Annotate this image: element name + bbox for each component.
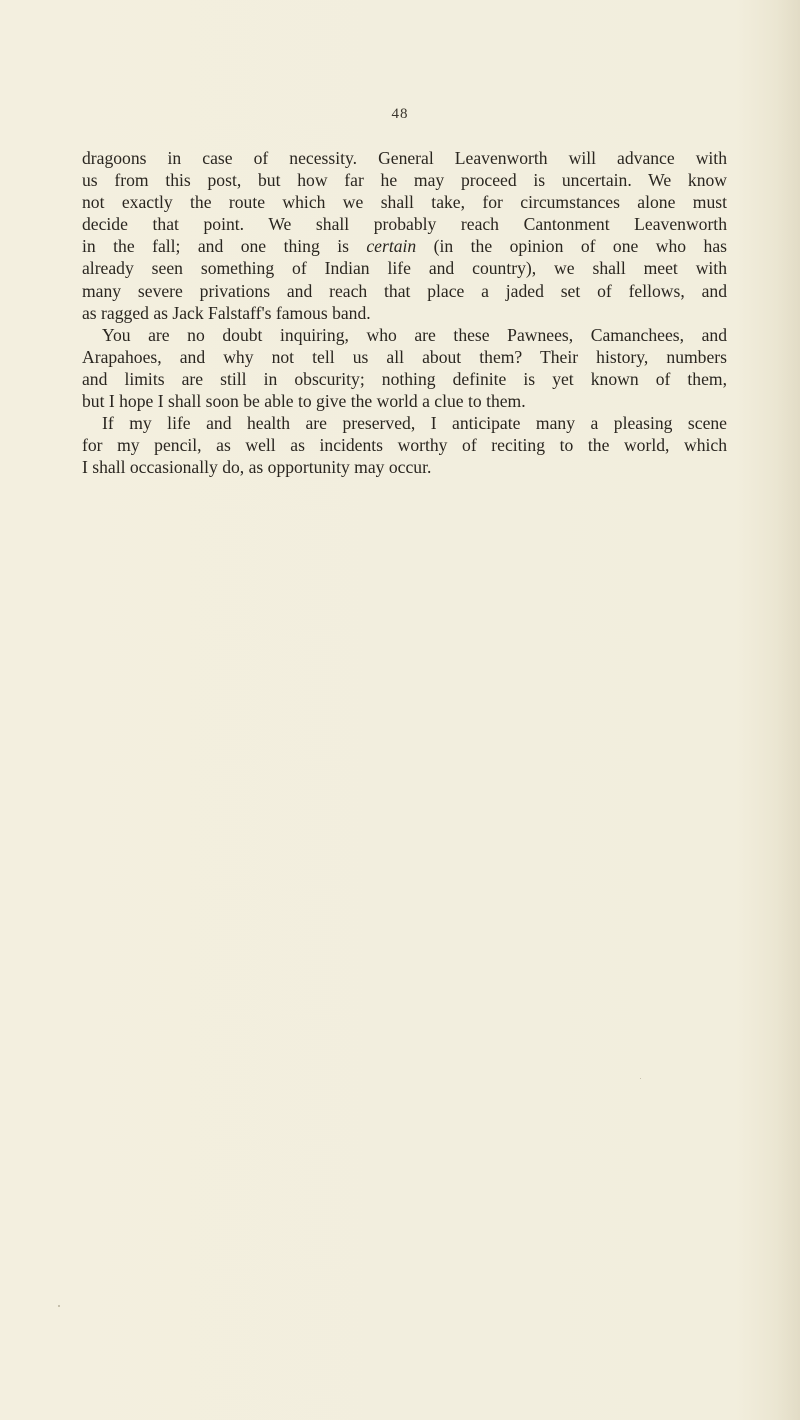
text-line: for my pencil, as well as incidents worthy of reciting to the world, which: [82, 435, 727, 456]
text-line: not exactly the route which we shall take, for circumstances alone must: [82, 192, 727, 213]
text-line: dragoons in case of necessity. General Leavenworth will advance with: [82, 148, 727, 168]
text-line: us from this post, but how far he may proceed is uncertain. We know: [82, 170, 727, 191]
text-line: If my life and health are preserved, I anticipate many a pleasing scene: [102, 413, 727, 434]
text-line-with-italic: in the fall; and one thing is certain (in the opinion of one who has: [82, 236, 727, 257]
text-line: many severe privations and reach that place a jaded set of fellows, and: [82, 280, 727, 301]
text-line: but I hope I shall soon be able to give the world a clue to them.: [82, 391, 526, 412]
italic-word: certain: [366, 236, 417, 257]
page-number: 48: [391, 106, 409, 122]
paper-speck: [640, 1078, 641, 1079]
text-line: Arapahoes, and why not tell us all about them? Their history, numbers: [82, 346, 727, 367]
text-line: decide that point. We shall probably reach Cantonment Leavenworth: [82, 214, 727, 235]
body-text: [82, 147, 727, 478]
text-line: I shall occasionally do, as opportunity may occur.: [82, 457, 432, 478]
text-line: as ragged as Jack Falstaff's famous band.: [82, 302, 371, 323]
text-line: and limits are still in obscurity; nothing definite is yet known of them,: [82, 368, 727, 389]
text-line: already seen something of Indian life and country), we shall meet with: [82, 258, 727, 279]
text-line: You are no doubt inquiring, who are these Pawnees, Camanchees, and: [102, 324, 727, 345]
paper-speck: [58, 1305, 60, 1307]
